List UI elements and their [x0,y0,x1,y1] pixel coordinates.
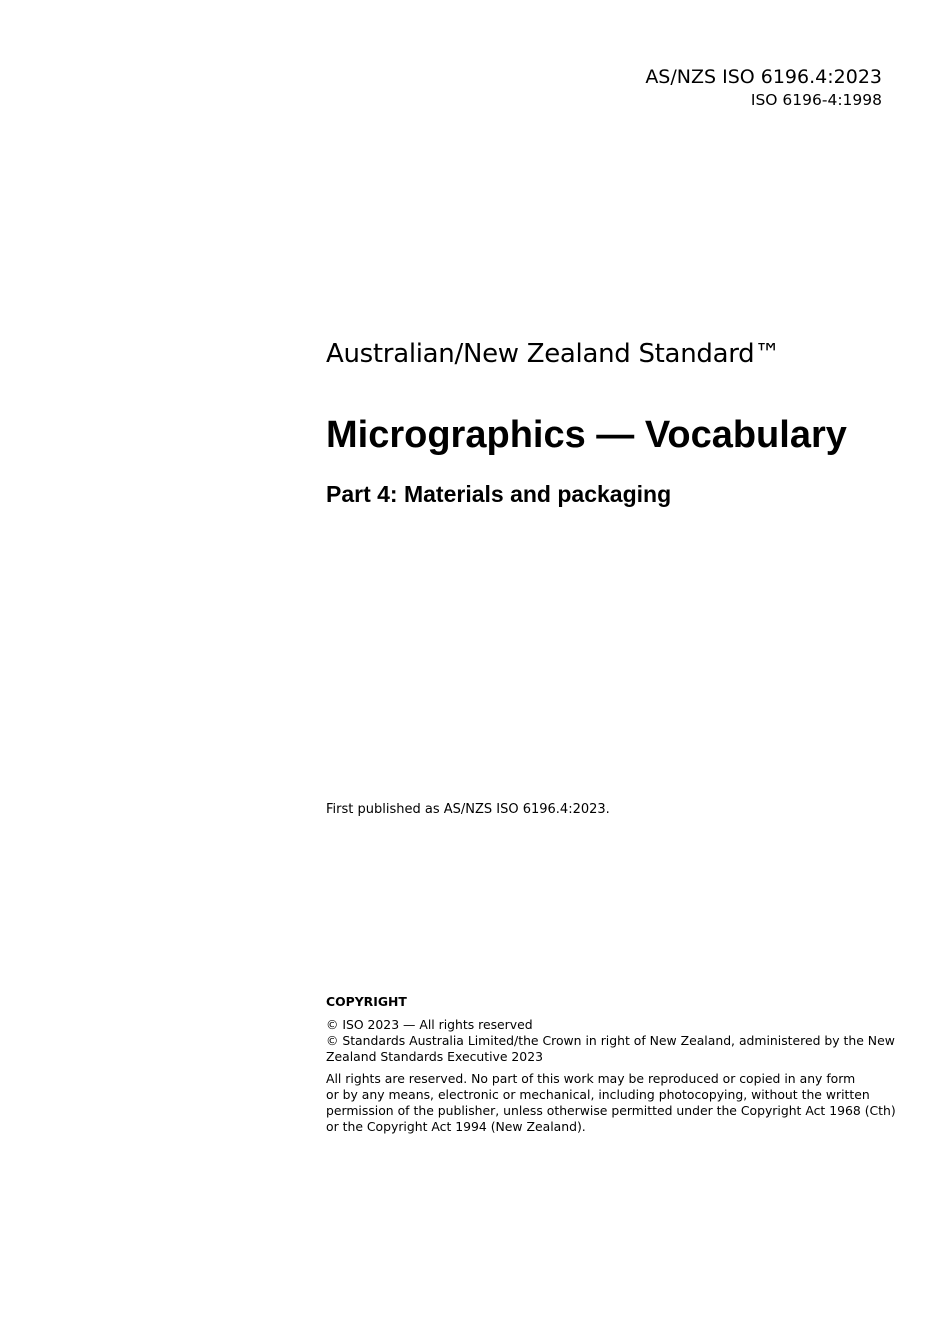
copyright-block [326,994,896,1135]
copyright-notice [326,1017,896,1065]
main-title: Micrographics — Vocabulary [326,414,847,456]
title-block [326,336,896,509]
document-header [645,64,882,110]
rights-line: All rights are reserved. No part of this work may be reproduced or copied in any form [326,1071,856,1086]
rights-paragraph [326,1071,896,1135]
rights-line: permission of the publisher, unless otherwise permitted under the Copyright Act 1968 (Cth) [326,1103,896,1118]
series-title: Australian/New Zealand Standard™ [326,339,781,369]
copyright-notice-line: Zealand Standards Executive 2023 [326,1049,543,1064]
copyright-notice-line: © ISO 2023 — All rights reserved [326,1017,533,1032]
copyright-heading: COPYRIGHT [326,994,407,1009]
standard-number: AS/NZS ISO 6196.4:2023 [645,66,882,88]
iso-number: ISO 6196-4:1998 [750,91,882,109]
first-published-note: First published as AS/NZS ISO 6196.4:2023. [326,802,610,817]
copyright-notice-line: © Standards Australia Limited/the Crown in right of New Zealand, administered by the New [326,1033,895,1048]
rights-line: or by any means, electronic or mechanical, including photocopying, without the written [326,1087,870,1102]
rights-line: or the Copyright Act 1994 (New Zealand). [326,1119,586,1134]
part-title: Part 4: Materials and packaging [326,481,672,507]
